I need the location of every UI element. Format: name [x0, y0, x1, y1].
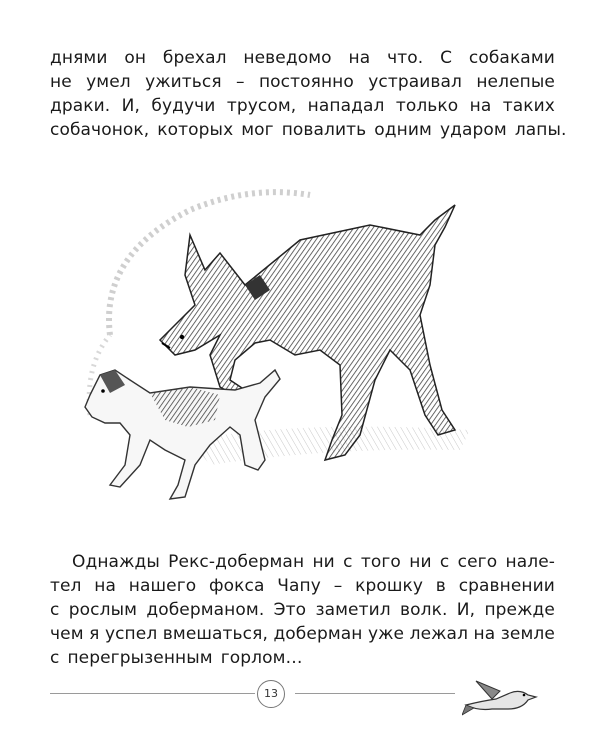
word: сего: [457, 552, 498, 572]
word: на: [469, 96, 492, 116]
word: с: [50, 648, 60, 668]
word: лапы.: [514, 120, 567, 140]
word: ужиться: [145, 72, 222, 92]
word: нападал: [307, 96, 385, 116]
footer-rule-right: [295, 693, 455, 694]
word: С: [440, 48, 453, 68]
word: вмешаться,: [162, 624, 268, 644]
word: ударом: [439, 120, 507, 140]
word: брехал: [162, 48, 227, 68]
text-line: [50, 646, 555, 670]
word: сравнении: [458, 576, 555, 596]
word: Это: [273, 600, 307, 620]
word: тел: [50, 576, 82, 596]
word: собаками: [468, 48, 555, 68]
page-number: 13: [257, 680, 285, 708]
word: он: [124, 48, 147, 68]
word: умел: [86, 72, 131, 92]
word: нале-: [505, 552, 555, 572]
text-line: [50, 574, 555, 598]
word: И,: [121, 96, 140, 116]
word: будучи: [151, 96, 216, 116]
footer-rule-left: [50, 693, 255, 694]
word: только: [395, 96, 459, 116]
word: заметил: [315, 600, 391, 620]
word: Чапу: [277, 576, 321, 596]
word: на: [348, 48, 371, 68]
word: в: [435, 576, 446, 596]
word: Однажды: [72, 552, 160, 572]
text-line: [50, 598, 555, 622]
word: перегрызенным: [67, 648, 213, 668]
word: трусом,: [226, 96, 297, 116]
word: –: [333, 576, 343, 596]
word: фокса: [209, 576, 265, 596]
text-line: [50, 94, 555, 118]
text-line: [50, 70, 555, 94]
word: повалить: [281, 120, 367, 140]
word: неведомо: [243, 48, 332, 68]
word: с: [50, 600, 60, 620]
word: не: [50, 72, 72, 92]
word: того: [360, 552, 401, 572]
word: драки.: [50, 96, 111, 116]
dogs-illustration: [70, 165, 490, 525]
word: И,: [456, 600, 476, 620]
word: мог: [241, 120, 274, 140]
word: ни: [312, 552, 335, 572]
word: волк.: [400, 600, 448, 620]
word: земле: [500, 624, 555, 644]
word: ни: [409, 552, 432, 572]
word: я: [89, 624, 100, 644]
word: –: [236, 72, 245, 92]
word: на: [94, 576, 117, 596]
word: нелепые: [476, 72, 555, 92]
word: таких: [502, 96, 555, 116]
word: чем: [50, 624, 84, 644]
word: постоянно: [258, 72, 354, 92]
word: на: [473, 624, 496, 644]
word: успел: [104, 624, 158, 644]
word: нашего: [128, 576, 197, 596]
bird-vignette: [462, 675, 540, 719]
text-line: [50, 118, 567, 142]
word: с: [343, 552, 353, 572]
word: крошку: [355, 576, 424, 596]
word: днями: [50, 48, 108, 68]
word: доберманом.: [146, 600, 265, 620]
word: одним: [374, 120, 432, 140]
word: устраивал: [368, 72, 462, 92]
fox-terrier-drawing: [85, 370, 280, 499]
word: рослым: [68, 600, 138, 620]
word: собачонок,: [50, 120, 150, 140]
word: уже: [367, 624, 405, 644]
word: прежде: [484, 600, 555, 620]
word: горлом…: [220, 648, 303, 668]
word: что.: [387, 48, 424, 68]
text-line: [50, 550, 555, 574]
paragraph-top: [50, 46, 567, 142]
paragraph-bottom: [50, 550, 555, 670]
text-line: [50, 46, 555, 70]
word: с: [439, 552, 450, 572]
word: лежал: [409, 624, 469, 644]
word: которых: [157, 120, 234, 140]
word: Рекс-доберман: [168, 552, 305, 572]
word: доберман: [273, 624, 363, 644]
text-line: [50, 622, 555, 646]
